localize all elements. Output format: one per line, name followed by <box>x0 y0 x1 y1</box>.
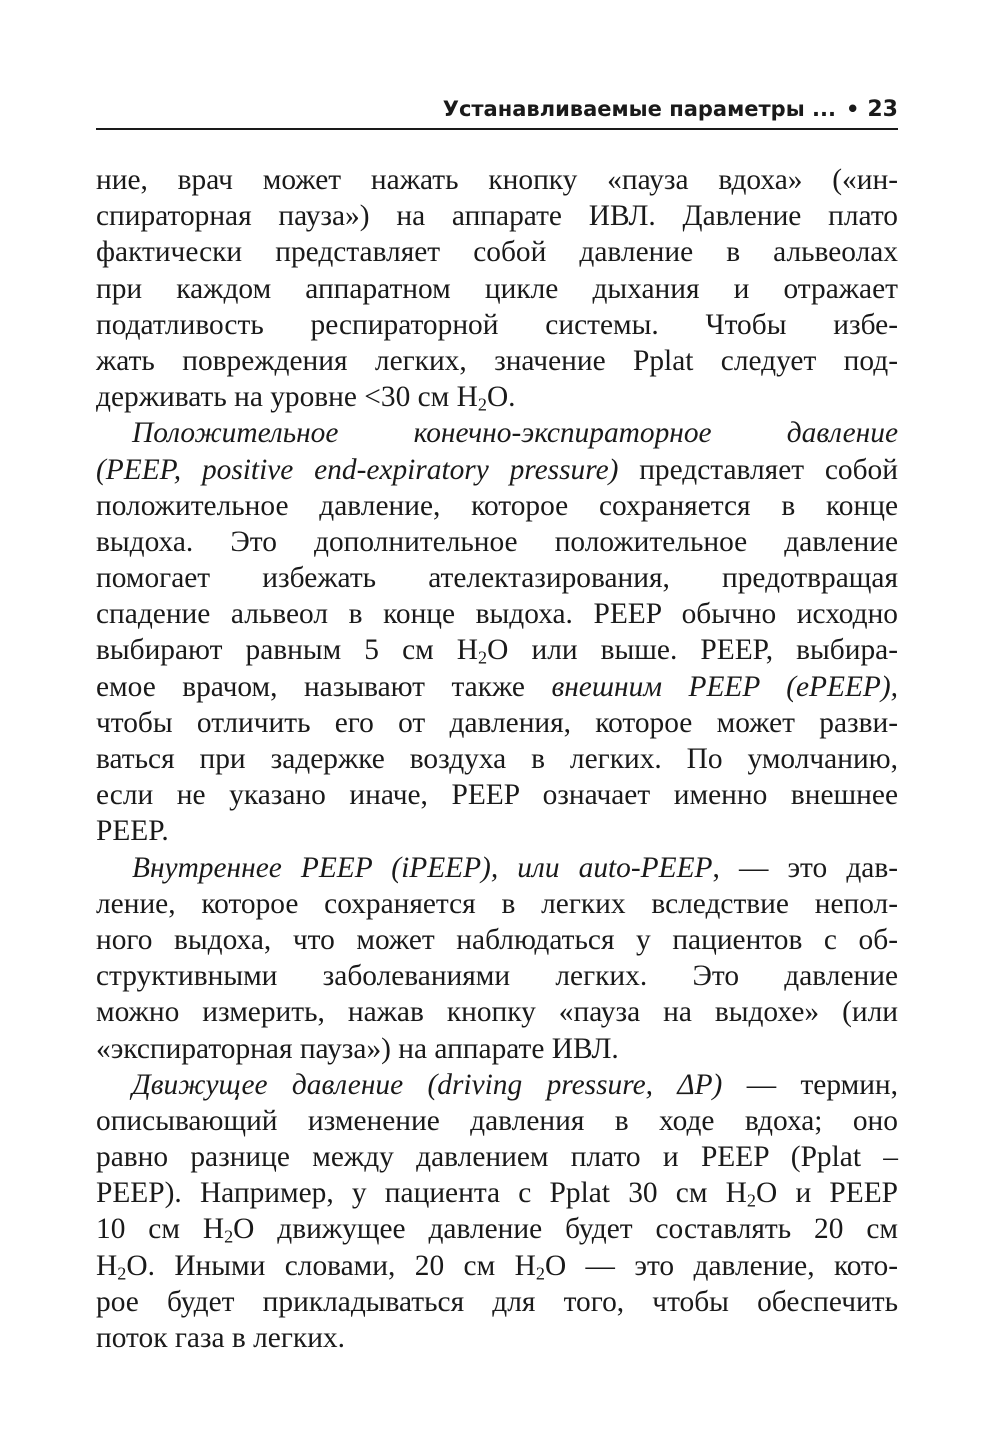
header-rule <box>96 128 898 130</box>
text-line: $H_2O$. Иными словами, 20 см $H_2O$ — это давление, кото- <box>96 1249 899 1284</box>
term-heading: Положительное конечно-экспираторное давление <box>132 417 898 450</box>
text-line: «экспираторная пауза») на аппарате ИВЛ. <box>96 1032 619 1065</box>
text-line: чтобы отличить его от давления, которое может разви- <box>96 706 898 739</box>
paragraph-1 <box>96 162 898 415</box>
text-line: Внутреннее PEEP (iPEEP), или auto-PEEP, — это дав- <box>132 851 898 884</box>
text-line: можно измерить, нажав кнопку «пауза на выдохе» (или <box>96 996 898 1029</box>
text-line: ного выдоха, что может наблюдаться у пациентов с об- <box>96 923 898 956</box>
text-line: PEEP. <box>96 815 169 848</box>
text-line: структивными заболеваниями легких. Это давление <box>96 960 898 993</box>
text-line: при каждом аппаратном цикле дыхания и отражает <box>96 272 898 305</box>
running-header <box>96 92 898 126</box>
text-line: фактически представляет собой давление в альвеолах <box>96 236 898 269</box>
text-line: помогает избежать ателектазирования, предотвращая <box>96 562 898 595</box>
text-line: податливость респираторной системы. Чтобы избе- <box>96 308 898 341</box>
header-separator: • <box>845 97 860 121</box>
text-line: рое будет прикладываться для того, чтобы обеспечить <box>96 1285 898 1318</box>
text-line: Движущее давление (driving pressure, ΔP) — термин, <box>132 1068 898 1101</box>
paragraph-4 <box>96 1067 898 1357</box>
text-line: (PEEP, positive end-expiratory pressure) представляет собой <box>96 453 898 486</box>
text-line: спадение альвеол в конце выдоха. PEEP обычно исходно <box>96 598 898 631</box>
text-line: выдоха. Это дополнительное положительное давление <box>96 525 898 558</box>
text-line: поток газа в легких. <box>96 1322 345 1354</box>
text-line: если не указано иначе, PEEP означает именно внешнее <box>96 779 898 812</box>
header-title: Устанавливаемые параметры ... <box>442 97 836 121</box>
text-line: равно разнице между давлением плато и PEEP (Pplat – <box>96 1141 898 1174</box>
text-line: держивать на уровне <30 см $H_2O$. <box>96 381 516 415</box>
paragraph-2 <box>96 415 898 849</box>
text-line: спираторная пауза») на аппарате ИВЛ. Давление плато <box>96 200 898 233</box>
text-line: ние, врач может нажать кнопку «пауза вдоха» («ин- <box>96 164 898 196</box>
text-line: описывающий изменение давления в ходе вдоха; оно <box>96 1104 898 1137</box>
text-line: выбирают равным 5 см $H_2O$ или выше. PEEP, выбира- <box>96 634 898 668</box>
paragraph-3 <box>96 850 898 1067</box>
text-line: жать повреждения легких, значение Pplat следует под- <box>96 344 898 377</box>
text-line: PEEP). Например, у пациента с Pplat 30 см $H_2O$ и PEEP <box>96 1177 899 1211</box>
text-line: ваться при задержке воздуха в легких. По умолчанию, <box>96 743 898 775</box>
body-text <box>96 162 898 1356</box>
text-line: емое врачом, называют также внешним PEEP (ePEEP), <box>96 670 899 703</box>
page-number: 23 <box>867 97 898 122</box>
text-line: положительное давление, которое сохраняется в конце <box>96 489 898 522</box>
text-line: ление, которое сохраняется в легких вследствие непол- <box>96 887 898 920</box>
text-line: 10 см $H_2O$ движущее давление будет составлять 20 см <box>96 1213 898 1247</box>
